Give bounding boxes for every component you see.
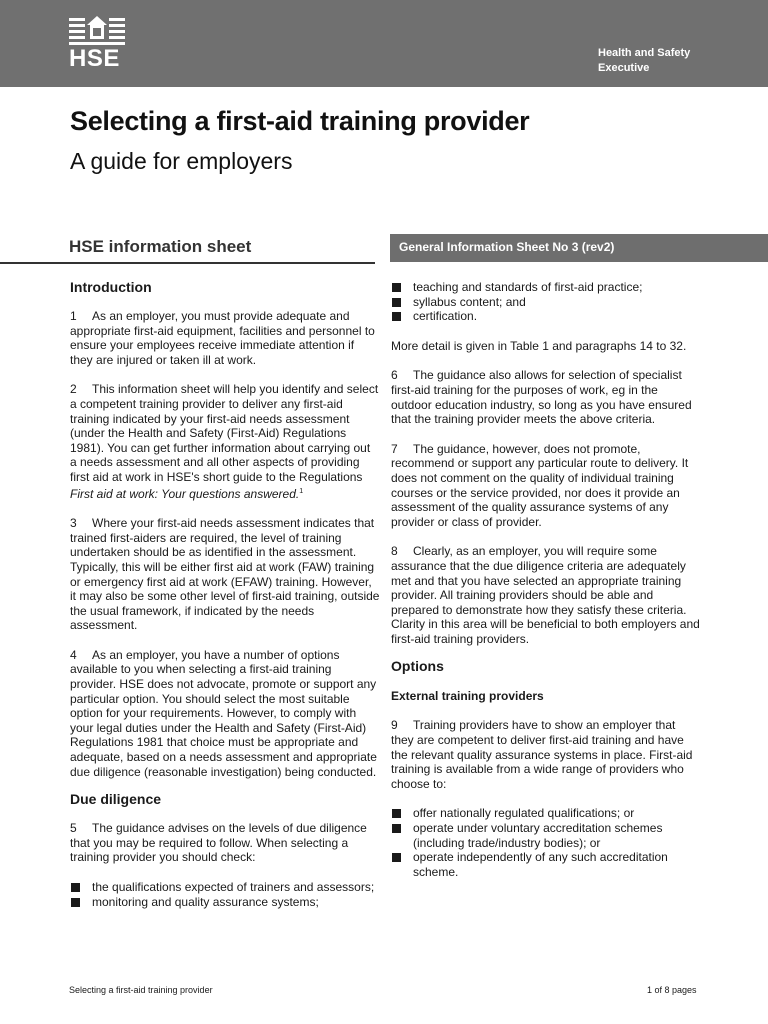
criteria-list	[70, 880, 380, 909]
org-line-1: Health and Safety	[598, 47, 691, 59]
paragraph-1	[70, 309, 380, 367]
paragraph-text: As an employer, you have a number of options available to you when selecting a first-aid training provider. HSE does not advocate, promote or support any particular option. You should select the most suitable option for your requirements. However, to comply with your legal duties under the Health and Safety (First-Aid) Regulations 1981 that choice must be appropriate and adequate, based on a needs assessment and appropriate due diligence (reasonable investigation) being conducted.	[70, 647, 377, 779]
page-subtitle: A guide for employers	[70, 148, 293, 174]
paragraph-8	[391, 544, 701, 646]
heading-divider	[0, 262, 375, 264]
footer-title: Selecting a first-aid training provider	[69, 985, 213, 995]
publication-title: First aid at work: Your questions answered.	[70, 486, 300, 501]
paragraph-6	[391, 368, 701, 426]
paragraph-2	[70, 382, 380, 501]
paragraph-text: The guidance also allows for selection of specialist first-aid training for the purposes of work, eg in the outdoor education industry, so long as you have ensured that the training provider meets the above criteria.	[391, 368, 692, 427]
paragraph-text: Clearly, as an employer, you will require some assurance that the due diligence criteria are adequately met and that you have selected an appropriate training provider. All training providers should be able and prepared to demonstrate how they satisfy these criteria. Clarity in this area will be beneficial to both employers and first-aid training providers.	[391, 544, 700, 646]
paragraph-number: 4	[70, 647, 77, 662]
page-title: Selecting a first-aid training provider	[70, 106, 530, 136]
paragraph-number: 1	[70, 309, 77, 323]
paragraph-number: 9	[391, 718, 398, 733]
right-column	[391, 280, 701, 879]
list-item: teaching and standards of first-aid practice;	[391, 280, 701, 295]
due-diligence-heading: Due diligence	[70, 791, 162, 808]
paragraph-4	[70, 648, 380, 779]
paragraph-number: 3	[70, 516, 77, 531]
paragraph-number: 8	[391, 544, 398, 559]
sheet-label-bar	[390, 234, 768, 262]
list-item: syllabus content; and	[391, 295, 701, 310]
paragraph-9	[391, 718, 701, 791]
criteria-list-continued	[391, 280, 701, 324]
more-detail-text: More detail is given in Table 1 and paragraphs 14 to 32.	[391, 338, 687, 353]
header-bar	[0, 0, 768, 87]
footnote-ref: 1	[299, 487, 304, 495]
organisation-name	[598, 46, 690, 76]
paragraph-7	[391, 442, 701, 530]
paragraph-text: Training providers have to show an employer that they are competent to deliver first-aid training and have the relevant quality assurance systems in place. First-aid training is available from a wide range of providers who choose to:	[391, 718, 693, 791]
paragraph-text: The guidance advises on the levels of due diligence that you may be required to follow. When selecting a training provider you should check:	[70, 821, 367, 865]
paragraph-text: This information sheet will help you identify and select a competent training provider to deliver any first-aid training indicated by your first-aid needs assessment (under the Health and Safety (First-Aid) Regulations 1981). You can get further information about carrying out a needs assessment and all other aspects of providing first aid at work in HSE's short guide to the Regulations	[70, 382, 379, 484]
paragraph-text: Where your first-aid needs assessment indicates that trained first-aiders are required, the level of training undertaken should be as identified in the assessment. Typically, this will be either first aid at work (FAW) training or emergency first aid at work (EFAW) training. However, it may also be some other level of first-aid training, outside the usual framework, if indicated by the needs assessment.	[70, 516, 380, 633]
paragraph-5	[70, 821, 380, 865]
paragraph-text: The guidance, however, does not promote, recommend or support any particular route to delivery. It does not comment on the quality of individual training courses or the service provided, nor does it provide an assessment of the quality assurance systems of any provider or class of provider.	[391, 441, 689, 529]
paragraph-text: As an employer, you must provide adequate and appropriate first-aid equipment, facilities and personnel to ensure your employees receive immediate attention if they are injured or taken ill at work.	[70, 309, 375, 367]
paragraph-3	[70, 516, 380, 633]
introduction-heading: Introduction	[70, 279, 152, 295]
info-sheet-heading: HSE information sheet	[69, 237, 252, 256]
paragraph-number: 6	[391, 368, 398, 383]
hse-logo	[69, 16, 125, 70]
sheet-label: General Information Sheet No 3 (rev2)	[399, 240, 615, 254]
list-item: monitoring and quality assurance systems;	[70, 895, 380, 910]
page-number: 1 of 8 pages	[647, 985, 697, 995]
options-heading: Options	[391, 658, 444, 675]
list-item: offer nationally regulated qualifications; or	[391, 806, 701, 821]
provider-options-list	[391, 806, 701, 879]
paragraph-number: 7	[391, 441, 398, 456]
list-item: the qualifications expected of trainers and assessors;	[70, 880, 380, 895]
logo-text: HSE	[69, 45, 120, 72]
external-providers-heading: External training providers	[391, 689, 544, 704]
list-item: operate independently of any such accreditation scheme.	[391, 850, 701, 879]
left-column	[70, 279, 380, 909]
org-line-2: Executive	[598, 62, 650, 74]
paragraph-number: 2	[70, 382, 77, 397]
paragraph-number: 5	[70, 821, 77, 836]
list-item: certification.	[391, 309, 701, 324]
list-item: operate under voluntary accreditation schemes (including trade/industry bodies); or	[391, 821, 701, 850]
